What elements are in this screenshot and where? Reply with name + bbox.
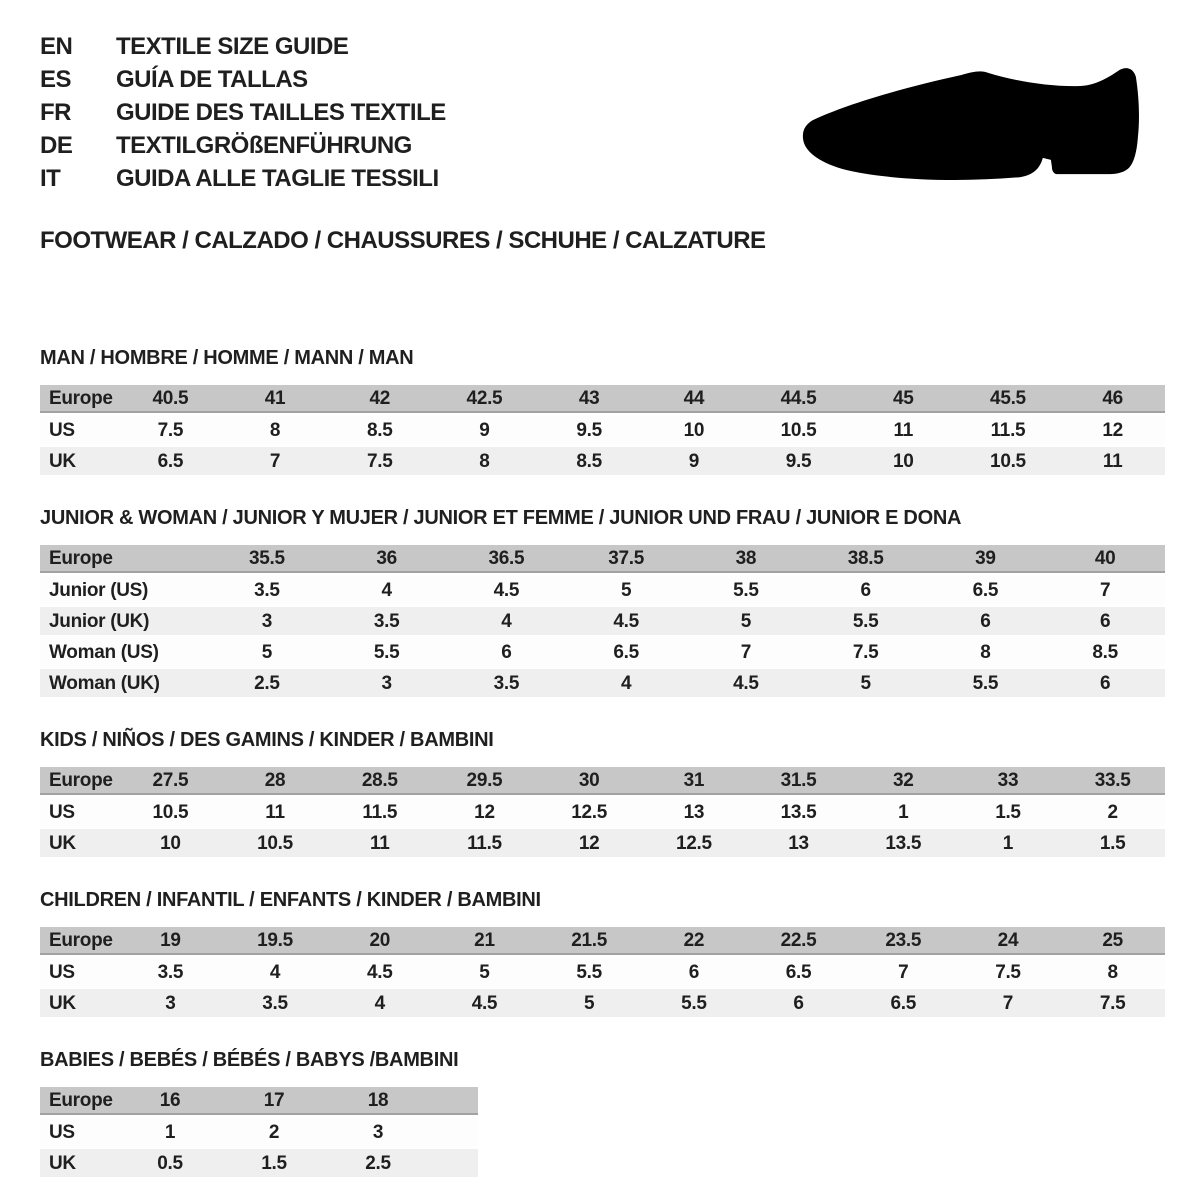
size-value: 12 (578, 832, 600, 854)
row-label: US (49, 961, 75, 983)
size-value: 3 (261, 610, 273, 632)
size-value: 41 (264, 387, 286, 409)
size-value: 7 (740, 641, 752, 663)
size-value: 4.5 (733, 672, 759, 694)
size-value: 13.5 (780, 801, 817, 823)
size-value: 11 (369, 832, 390, 854)
size-value: 4 (269, 961, 281, 983)
size-value: 4.5 (366, 961, 393, 983)
size-value: 11 (893, 419, 913, 441)
size-value: 6.5 (613, 641, 639, 663)
size-value: 6 (688, 961, 699, 983)
row-label: Junior (UK) (49, 610, 150, 632)
size-value: 5 (584, 992, 595, 1014)
size-value: 6 (793, 992, 804, 1014)
size-value: 5.5 (576, 961, 602, 983)
size-value: 7.5 (1099, 992, 1126, 1014)
size-value: 36 (376, 547, 397, 569)
row-label: Woman (UK) (49, 672, 160, 694)
language-code: DE (40, 131, 73, 159)
table-row (40, 829, 1165, 857)
size-value: 11 (265, 801, 285, 823)
size-value: 6 (501, 641, 512, 663)
size-value: 7.5 (995, 961, 1021, 983)
size-value: 6 (860, 579, 871, 601)
size-value: 24 (997, 929, 1019, 951)
size-value: 7 (1002, 992, 1014, 1014)
row-label: Europe (49, 387, 113, 409)
size-value: 16 (159, 1089, 181, 1111)
size-value: 8 (1107, 961, 1118, 983)
size-value: 2 (1107, 801, 1118, 823)
size-value: 7.5 (157, 419, 184, 441)
table-row (40, 545, 1165, 573)
size-value: 4 (381, 579, 392, 601)
size-value: 2.5 (365, 1152, 391, 1174)
size-value: 5.5 (972, 672, 999, 694)
language-code: ES (40, 65, 72, 93)
size-value: 36.5 (488, 547, 525, 569)
size-value: 13 (683, 801, 705, 823)
language-label: TEXTILGRÖßENFÜHRUNG (116, 131, 412, 159)
row-label: US (49, 801, 75, 823)
size-value: 4.5 (471, 992, 498, 1014)
size-value: 6 (1099, 610, 1111, 632)
size-value: 1 (164, 1121, 176, 1143)
section-title: CHILDREN / INFANTIL / ENFANTS / KINDER / BAMBINI (40, 889, 541, 911)
size-value: 17 (263, 1089, 285, 1111)
size-value: 35.5 (248, 547, 285, 569)
size-value: 33.5 (1094, 769, 1131, 791)
table-row (40, 638, 1165, 666)
language-row (40, 30, 1165, 63)
size-value: 38 (735, 547, 757, 569)
size-value: 22 (683, 929, 705, 951)
size-value: 11.5 (467, 832, 502, 854)
size-value: 5.5 (733, 579, 759, 601)
table-row (40, 1118, 478, 1146)
size-value: 1.5 (995, 801, 1021, 823)
size-value: 30 (578, 769, 600, 791)
size-value: 4 (620, 672, 632, 694)
size-value: 19.5 (257, 929, 293, 951)
size-value: 28.5 (361, 769, 398, 791)
size-value: 1 (898, 801, 909, 823)
size-value: 19 (160, 929, 181, 951)
size-value: 20 (369, 929, 391, 951)
size-value: 2.5 (254, 672, 280, 694)
size-value: 23.5 (885, 929, 922, 951)
size-value: 6.5 (157, 450, 184, 472)
size-tables (40, 347, 1165, 1177)
size-value: 3 (381, 672, 392, 694)
language-label: TEXTILE SIZE GUIDE (116, 32, 349, 60)
size-value: 44.5 (780, 387, 817, 409)
size-value: 28 (264, 769, 286, 791)
size-value: 10 (892, 450, 914, 472)
size-value: 4 (501, 610, 512, 632)
size-value: 29.5 (466, 769, 503, 791)
size-value: 7 (898, 961, 909, 983)
size-value: 38.5 (847, 547, 884, 569)
size-value: 3.5 (262, 992, 288, 1014)
size-value: 10 (683, 419, 705, 441)
size-value: 37.5 (608, 547, 645, 569)
size-value: 4 (374, 992, 385, 1014)
size-section-junior_woman (40, 507, 1165, 697)
table-row (40, 385, 1165, 413)
size-value: 8 (269, 419, 281, 441)
size-value: 45 (892, 387, 914, 409)
size-value: 43 (578, 387, 600, 409)
table-row (40, 576, 1165, 604)
table-row (40, 607, 1165, 635)
section-title: BABIES / BEBÉS / BÉBÉS / BABYS /BAMBINI (40, 1049, 459, 1071)
language-label: GUÍA DE TALLAS (116, 65, 308, 93)
table-row (40, 798, 1165, 826)
size-value: 13.5 (885, 832, 922, 854)
size-value: 18 (367, 1089, 389, 1111)
size-value: 21 (474, 929, 495, 951)
size-value: 9 (688, 450, 699, 472)
size-value: 12.5 (571, 801, 608, 823)
size-section-children (40, 889, 1165, 1017)
size-table-man (40, 385, 1165, 475)
size-value: 5 (261, 641, 273, 663)
size-value: 5.5 (852, 610, 879, 632)
size-value: 8.5 (366, 419, 393, 441)
size-value: 31 (683, 769, 705, 791)
table-row (40, 1087, 478, 1115)
size-value: 12 (474, 801, 495, 823)
size-value: 42 (369, 387, 391, 409)
size-value: 6 (1099, 672, 1111, 694)
row-label: UK (49, 1152, 76, 1174)
row-label: UK (49, 450, 76, 472)
row-label: Woman (US) (49, 641, 159, 663)
size-value: 42.5 (466, 387, 503, 409)
size-value: 3 (165, 992, 176, 1014)
size-table-kids (40, 767, 1165, 857)
size-value: 4.5 (493, 579, 520, 601)
row-label: Europe (49, 929, 113, 951)
size-value: 10.5 (780, 419, 817, 441)
size-value: 5 (620, 579, 632, 601)
size-value: 9.5 (785, 450, 812, 472)
size-value: 10 (160, 832, 181, 854)
size-value: 7.5 (852, 641, 879, 663)
size-value: 3.5 (493, 672, 520, 694)
size-value: 46 (1102, 387, 1123, 409)
dress-shoe-icon (800, 64, 1144, 184)
size-value: 3.5 (254, 579, 280, 601)
size-table-babies (40, 1087, 478, 1177)
size-value: 3 (372, 1121, 384, 1143)
size-value: 11.5 (362, 801, 398, 823)
row-label: Junior (US) (49, 579, 149, 601)
size-value: 8.5 (576, 450, 602, 472)
size-value: 9.5 (576, 419, 602, 441)
size-value: 1 (1002, 832, 1014, 854)
size-value: 3.5 (157, 961, 184, 983)
size-value: 6 (980, 610, 991, 632)
size-value: 6.5 (890, 992, 916, 1014)
row-label: Europe (49, 1089, 113, 1111)
size-table-junior_woman (40, 545, 1165, 697)
size-value: 5.5 (681, 992, 707, 1014)
size-value: 1.5 (1099, 832, 1126, 854)
table-row (40, 927, 1165, 955)
table-row (40, 1149, 478, 1177)
table-row (40, 416, 1165, 444)
size-value: 31.5 (780, 769, 817, 791)
size-value: 10.5 (152, 801, 189, 823)
size-value: 5 (479, 961, 490, 983)
language-label: GUIDE DES TAILLES TEXTILE (116, 98, 446, 126)
size-value: 11.5 (990, 419, 1026, 441)
table-row (40, 669, 1165, 697)
size-value: 1.5 (261, 1152, 287, 1174)
size-value: 27.5 (152, 769, 189, 791)
size-value: 40 (1094, 547, 1116, 569)
size-value: 44 (683, 387, 705, 409)
size-value: 2 (268, 1121, 280, 1143)
size-value: 39 (975, 547, 996, 569)
size-value: 22.5 (780, 929, 817, 951)
size-value: 40.5 (152, 387, 189, 409)
size-value: 5.5 (373, 641, 400, 663)
table-row (40, 447, 1165, 475)
language-code: EN (40, 32, 73, 60)
row-label: Europe (49, 547, 113, 569)
size-value: 6.5 (785, 961, 812, 983)
size-value: 8 (479, 450, 490, 472)
size-value: 8.5 (1092, 641, 1118, 663)
table-row (40, 989, 1165, 1017)
size-table-children (40, 927, 1165, 1017)
size-value: 21.5 (571, 929, 608, 951)
size-value: 10.5 (257, 832, 293, 854)
size-value: 6.5 (972, 579, 999, 601)
size-value: 8 (980, 641, 991, 663)
section-title: MAN / HOMBRE / HOMME / MANN / MAN (40, 347, 414, 369)
size-value: 7 (269, 450, 281, 472)
size-value: 12.5 (675, 832, 712, 854)
size-section-man (40, 347, 1165, 475)
row-label: US (49, 1121, 75, 1143)
size-value: 4.5 (613, 610, 639, 632)
row-label: UK (49, 992, 76, 1014)
size-value: 13 (788, 832, 809, 854)
language-code: IT (40, 164, 61, 192)
size-value: 10.5 (990, 450, 1026, 472)
size-value: 12 (1102, 419, 1123, 441)
size-value: 25 (1102, 929, 1123, 951)
size-value: 0.5 (157, 1152, 183, 1174)
size-value: 32 (892, 769, 914, 791)
row-label: Europe (49, 769, 113, 791)
section-title: KIDS / NIÑOS / DES GAMINS / KINDER / BAMBINI (40, 729, 494, 751)
size-value: 33 (997, 769, 1019, 791)
language-label: GUIDA ALLE TAGLIE TESSILI (116, 164, 439, 192)
row-label: US (49, 419, 75, 441)
table-row (40, 958, 1165, 986)
size-section-kids (40, 729, 1165, 857)
size-section-babies (40, 1049, 1165, 1177)
language-code: FR (40, 98, 71, 126)
size-value: 9 (479, 419, 490, 441)
size-value: 7.5 (366, 450, 393, 472)
section-title: JUNIOR & WOMAN / JUNIOR Y MUJER / JUNIOR ET FEMME / JUNIOR UND FRAU / JUNIOR E DONA (40, 507, 962, 529)
size-value: 7 (1099, 579, 1111, 601)
size-value: 5 (740, 610, 752, 632)
table-row (40, 767, 1165, 795)
size-value: 3.5 (373, 610, 400, 632)
size-value: 11 (1102, 450, 1123, 472)
size-value: 5 (860, 672, 871, 694)
size-value: 45.5 (990, 387, 1026, 409)
row-label: UK (49, 832, 76, 854)
category-heading: FOOTWEAR / CALZADO / CHAUSSURES / SCHUHE / CALZATURE (40, 227, 766, 254)
